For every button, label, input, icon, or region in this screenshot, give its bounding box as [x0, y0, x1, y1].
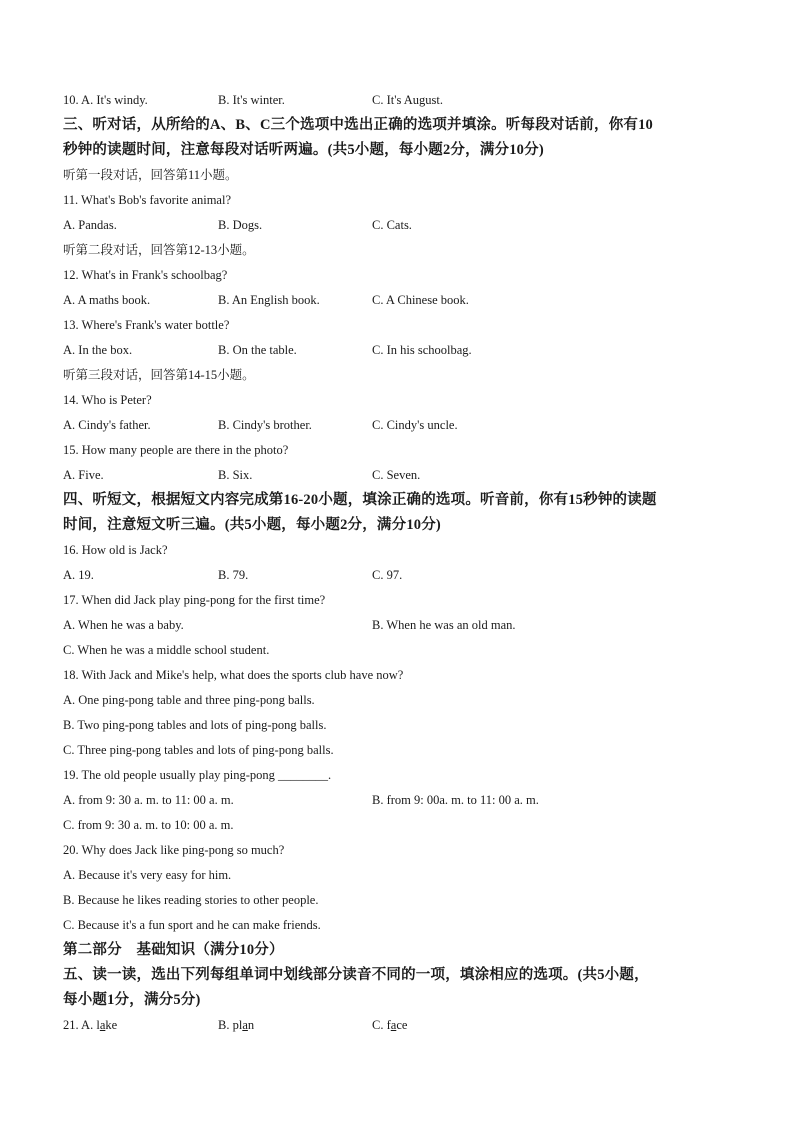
text-line: 12. What's in Frank's schoolbag?: [63, 268, 228, 282]
text-line: 15. How many people are there in the photo?: [63, 443, 289, 457]
text-line: A. Because it's very easy for him.: [63, 868, 232, 882]
text-line: A. One ping-pong table and three ping-pong balls.: [63, 693, 315, 707]
option: B. An English book.: [218, 293, 320, 307]
option: B. 79.: [218, 568, 249, 582]
text-line: C. Three ping-pong tables and lots of ping-pong balls.: [63, 743, 334, 757]
text-line: 18. With Jack and Mike's help, what does the sports club have now?: [63, 668, 404, 682]
option: C. In his schoolbag.: [372, 343, 472, 357]
option: C. Seven.: [372, 468, 421, 482]
text-line: 19. The old people usually play ping-pong ________.: [63, 768, 332, 782]
option: A. Cindy's father.: [63, 418, 151, 432]
options-row: [63, 467, 743, 483]
option: A. Five.: [63, 468, 104, 482]
section-heading: 时间，注意短文听三遍。(共5小题，每小题2分，满分10分): [63, 517, 441, 533]
options-row: [63, 417, 743, 433]
options-row: [63, 92, 743, 108]
text-line: 听第一段对话，回答第11小题。: [63, 168, 238, 182]
text-line: C. Because it's a fun sport and he can make friends.: [63, 918, 321, 932]
option: B. Dogs.: [218, 218, 263, 232]
option: C. face: [372, 1018, 408, 1032]
section-heading: 每小题1分，满分5分): [63, 992, 201, 1008]
options-row: [63, 617, 743, 633]
text-line: 听第二段对话，回答第12-13小题。: [63, 243, 255, 257]
underlined-letter: a: [242, 1018, 248, 1032]
section-heading: 五、读一读，选出下列每组单词中划线部分读音不同的一项，填涂相应的选项。(共5小题，: [63, 967, 649, 983]
option: B. from 9: 00a. m. to 11: 00 a. m.: [372, 793, 539, 807]
text-line: 14. Who is Peter?: [63, 393, 152, 407]
option: C. A Chinese book.: [372, 293, 469, 307]
option: B. On the table.: [218, 343, 297, 357]
text-line: 听第三段对话，回答第14-15小题。: [63, 368, 255, 382]
options-row: [63, 217, 743, 233]
text-line: 11. What's Bob's favorite animal?: [63, 193, 232, 207]
option: 10. A. It's windy.: [63, 93, 148, 107]
underlined-letter: a: [99, 1018, 106, 1032]
option: A. 19.: [63, 568, 94, 582]
underlined-letter: a: [390, 1018, 397, 1032]
options-row: [63, 1017, 743, 1033]
text-line: C. When he was a middle school student.: [63, 643, 270, 657]
text-line: 17. When did Jack play ping-pong for the first time?: [63, 593, 326, 607]
text-line: B. Two ping-pong tables and lots of ping-pong balls.: [63, 718, 327, 732]
option: B. When he was an old man.: [372, 618, 516, 632]
text-line: 20. Why does Jack like ping-pong so much?: [63, 843, 285, 857]
option: B. Cindy's brother.: [218, 418, 312, 432]
option: A. When he was a baby.: [63, 618, 184, 632]
section-heading: 三、听对话，从所给的A、B、C三个选项中选出正确的选项并填涂。听每段对话前，你有10: [63, 117, 654, 133]
options-row: [63, 342, 743, 358]
text-line: B. Because he likes reading stories to other people.: [63, 893, 319, 907]
option: C. Cats.: [372, 218, 412, 232]
option: B. plan: [218, 1018, 255, 1032]
option: B. Six.: [218, 468, 253, 482]
section-heading: 四、听短文，根据短文内容完成第16-20小题，填涂正确的选项。听音前，你有15秒钟的读题: [63, 492, 657, 508]
option: C. It's August.: [372, 93, 444, 107]
option: C. 97.: [372, 568, 403, 582]
options-row: [63, 292, 743, 308]
option: A. In the box.: [63, 343, 133, 357]
option: A. A maths book.: [63, 293, 151, 307]
section-heading: 秒钟的读题时间，注意每段对话听两遍。(共5小题，每小题2分，满分10分): [63, 142, 544, 158]
option: 21. A. lake: [63, 1018, 118, 1032]
text-line: C. from 9: 30 a. m. to 10: 00 a. m.: [63, 818, 234, 832]
option: A. Pandas.: [63, 218, 117, 232]
text-line: 13. Where's Frank's water bottle?: [63, 318, 230, 332]
option: A. from 9: 30 a. m. to 11: 00 a. m.: [63, 793, 234, 807]
text-line: 16. How old is Jack?: [63, 543, 168, 557]
section-heading: 第二部分 基础知识（满分10分）: [63, 942, 284, 958]
options-row: [63, 792, 743, 808]
option: B. It's winter.: [218, 93, 285, 107]
options-row: [63, 567, 743, 583]
option: C. Cindy's uncle.: [372, 418, 458, 432]
